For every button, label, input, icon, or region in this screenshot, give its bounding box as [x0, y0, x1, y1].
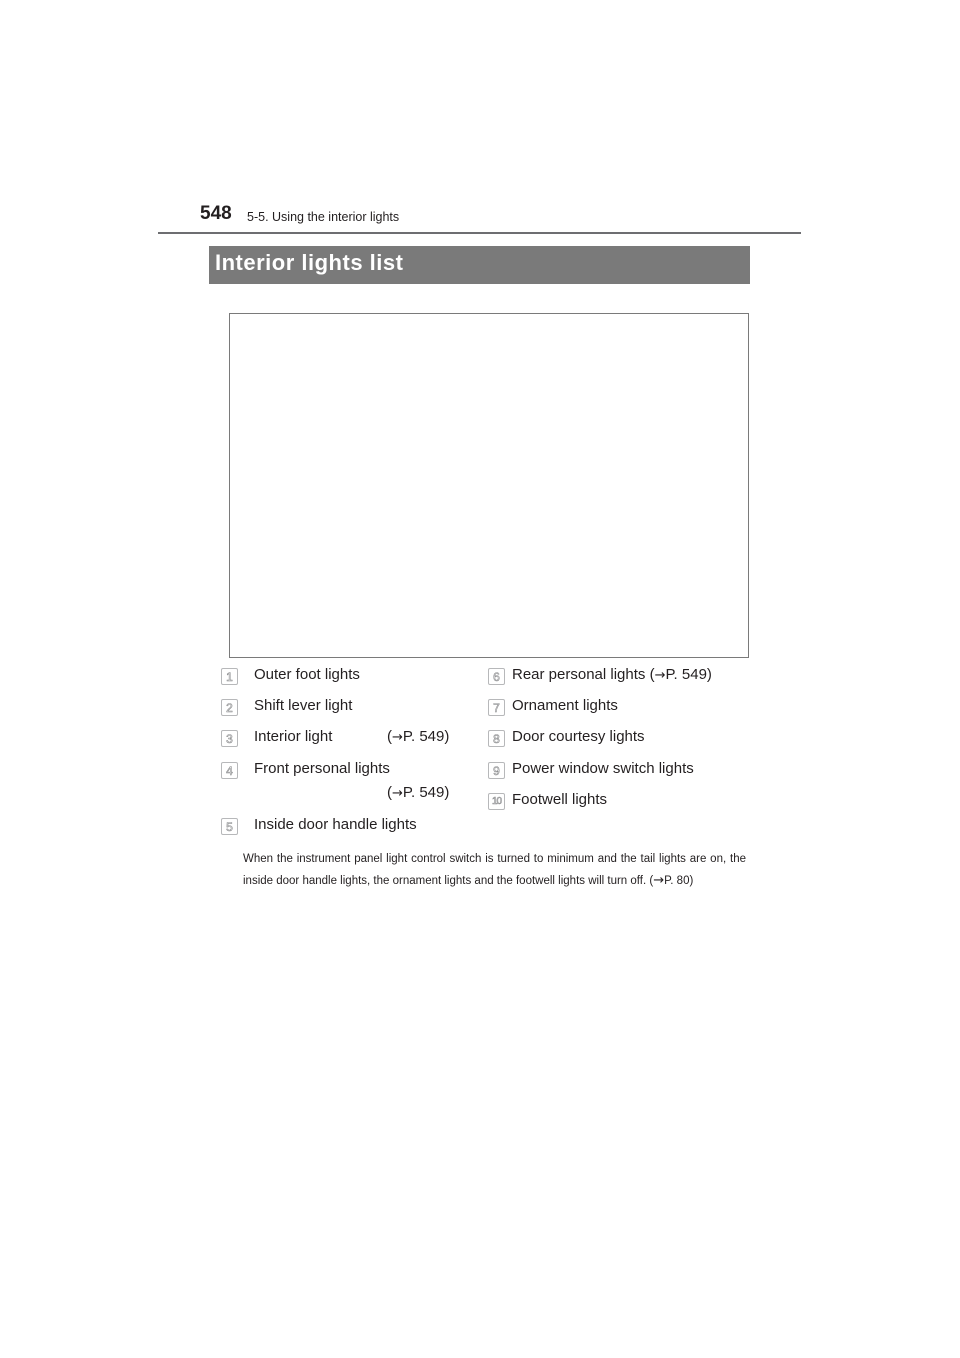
item-number-badge: 3 [221, 730, 238, 747]
section-title-bar [209, 246, 750, 284]
item-label: Power window switch lights [512, 760, 694, 777]
list-item-3 [221, 728, 471, 752]
item-number-badge: 6 [488, 668, 505, 685]
list-item-2 [221, 697, 471, 721]
item-label: Front personal lights [254, 760, 390, 777]
item-label: Rear personal lights (→P. 549) [512, 666, 712, 683]
list-item-10 [488, 791, 748, 815]
arrow-right-icon: → [653, 873, 665, 888]
item-label: Inside door handle lights [254, 816, 417, 833]
item-number-badge: 9 [488, 762, 505, 779]
list-item-8 [488, 728, 748, 752]
interior-lights-figure [229, 313, 749, 658]
item-label: Door courtesy lights [512, 728, 645, 745]
item-number-badge: 5 [221, 818, 238, 835]
list-item-9 [488, 760, 748, 784]
item-label: Outer foot lights [254, 666, 360, 683]
list-item-1 [221, 666, 471, 690]
item-label: Interior light [254, 728, 333, 745]
arrow-right-icon: → [654, 668, 666, 683]
item-number-badge: 1 [221, 668, 238, 685]
item-number-badge: 7 [488, 699, 505, 716]
item-number-badge: 2 [221, 699, 238, 716]
section-reference: 5-5. Using the interior lights [247, 210, 400, 224]
list-item-5 [221, 816, 471, 840]
arrow-right-icon: → [392, 730, 403, 745]
section-title: Interior lights list [215, 250, 404, 275]
item-number-badge: 8 [488, 730, 505, 747]
arrow-right-icon: → [392, 786, 403, 801]
item-number-badge: 10 [488, 793, 505, 810]
page-number: 548 [200, 203, 232, 224]
page-reference: (→P. 549) [387, 728, 450, 745]
page-reference: (→P. 549) [387, 784, 450, 801]
item-number-badge: 4 [221, 762, 238, 779]
header-rule [158, 232, 801, 234]
list-item-6 [488, 666, 748, 690]
list-item-7 [488, 697, 748, 721]
footnote: When the instrument panel light control switch is turned to minimum and the tail lights are on, the inside door handle lights, the ornament lights and the footwell lights will turn off. (→P. 80) [243, 853, 746, 888]
item-label: Ornament lights [512, 697, 618, 714]
item-label: Footwell lights [512, 791, 608, 808]
item-label: Shift lever light [254, 697, 353, 714]
list-item-4 [221, 760, 471, 810]
